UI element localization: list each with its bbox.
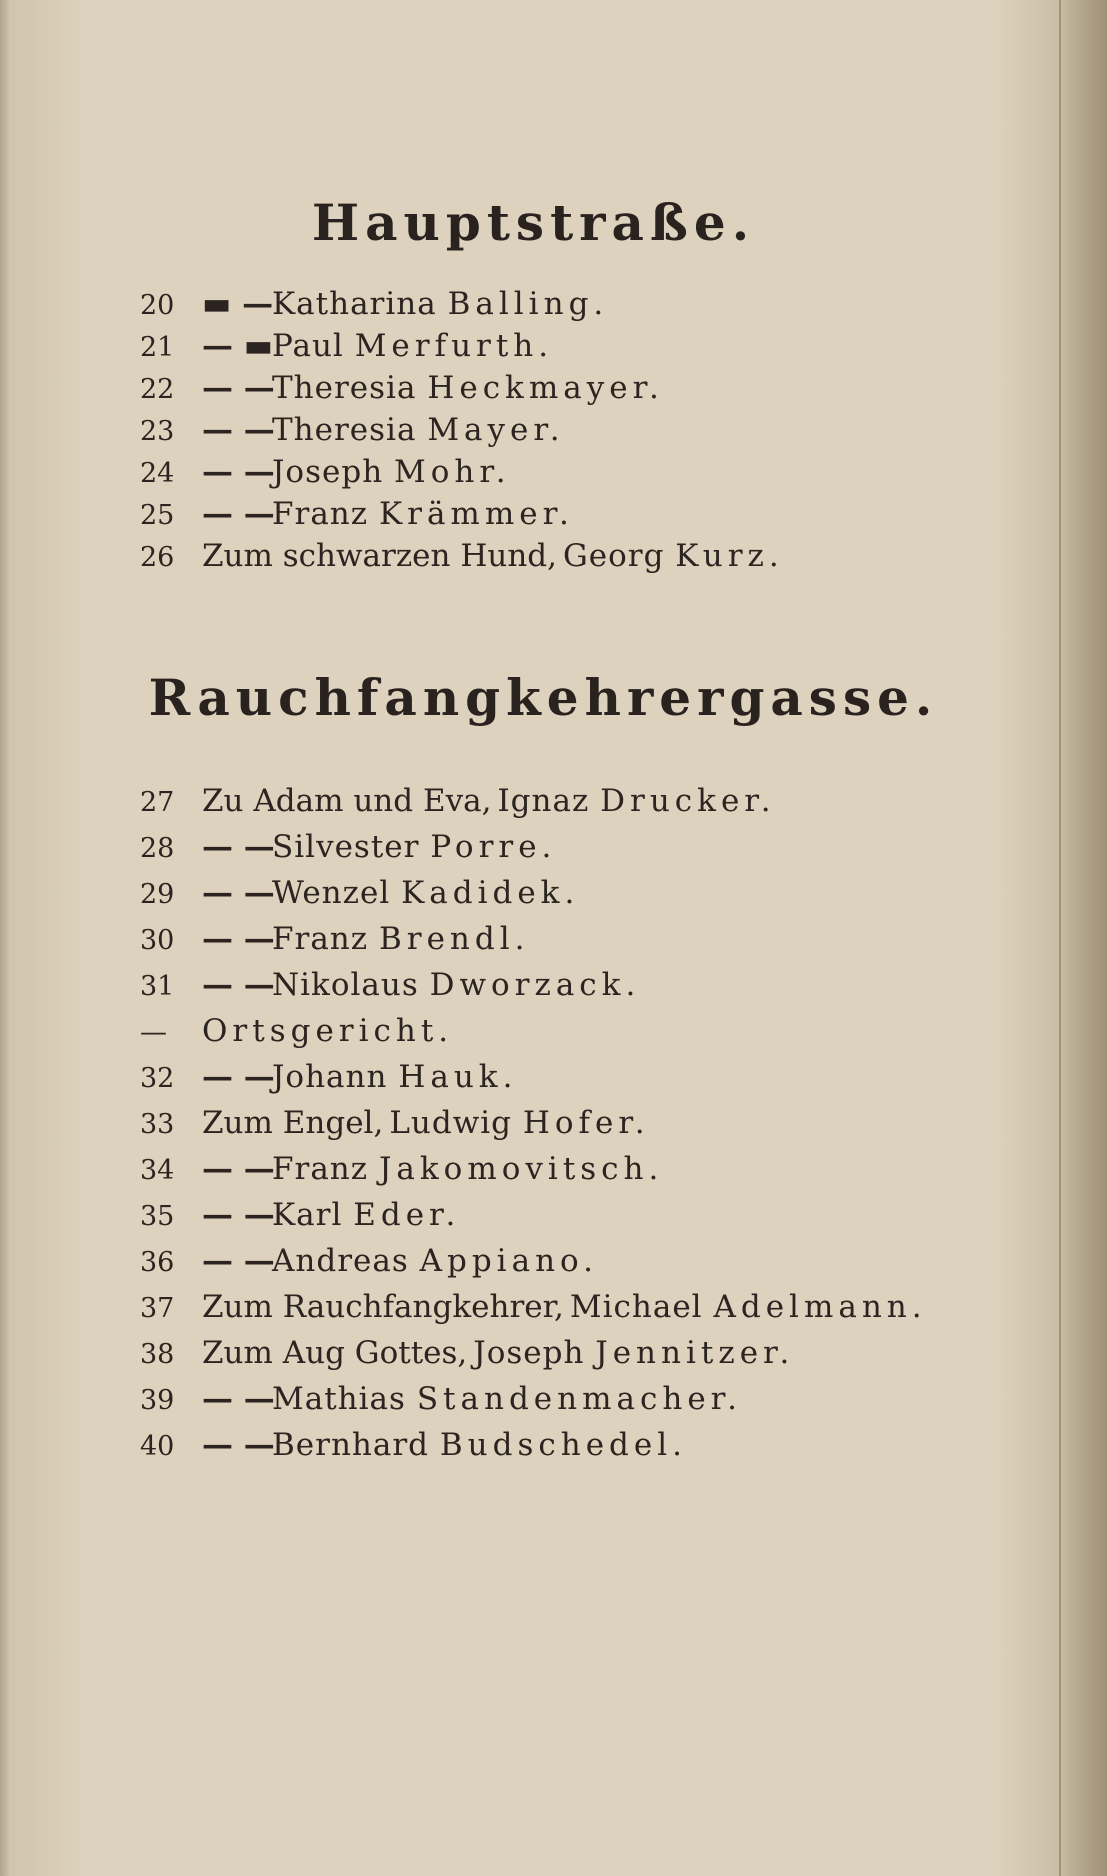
house-number: 32 (140, 1063, 175, 1094)
resident-surname: Jakomovitsch. (378, 1151, 664, 1187)
address-row (140, 962, 927, 1008)
house-number: 40 (140, 1431, 175, 1462)
address-row (140, 535, 784, 577)
ditto-mark: — — (202, 829, 275, 865)
resident-surname: Adelmann. (713, 1289, 927, 1325)
ditto-mark: — — (202, 1059, 275, 1095)
house-number: 28 (140, 833, 175, 864)
ditto-mark: — — (202, 496, 275, 532)
address-row (140, 1284, 927, 1330)
resident-given-name: Joseph (473, 1335, 596, 1371)
resident-given-name: Ignaz (497, 783, 601, 819)
house-number: 25 (140, 500, 175, 531)
house-sign: Zu Adam und Eva, (202, 783, 492, 819)
resident-given-name: Theresia (272, 370, 428, 406)
ditto-mark: ▬ — (202, 286, 274, 322)
address-row (140, 283, 784, 325)
house-sign: Zum Aug Gottes, (202, 1335, 468, 1371)
section-heading-hauptstrasse: Hauptstraße. (311, 193, 756, 252)
resident-given-name: Paul (272, 328, 355, 364)
house-sign: Zum Engel, (202, 1105, 384, 1141)
house-number: 31 (140, 971, 175, 1002)
address-row (140, 1422, 927, 1468)
resident-surname: Mohr. (394, 454, 511, 490)
house-number: 27 (140, 787, 175, 818)
address-row (140, 1054, 927, 1100)
house-number: — (140, 1017, 167, 1048)
ditto-mark: — — (202, 1197, 275, 1233)
address-row (140, 1008, 927, 1054)
address-row (140, 325, 784, 367)
address-row (140, 1376, 927, 1422)
resident-surname: Hofer. (522, 1105, 650, 1141)
resident-given-name: Katharina (272, 286, 448, 322)
address-row (140, 1238, 927, 1284)
section-heading-rauchfangkehrergasse: Rauchfangkehrergasse. (148, 668, 939, 727)
address-row (140, 1146, 927, 1192)
resident-given-name: Andreas (272, 1243, 420, 1279)
resident-given-name: Nikolaus (272, 967, 430, 1003)
address-row (140, 824, 927, 870)
address-row (140, 493, 784, 535)
address-row (140, 916, 927, 962)
resident-given-name: Michael (569, 1289, 714, 1325)
resident-given-name: Theresia (272, 412, 428, 448)
resident-given-name: Franz (272, 1151, 379, 1187)
resident-surname: Krämmer. (378, 496, 574, 532)
resident-given-name: Joseph (272, 454, 395, 490)
house-number: 38 (140, 1339, 175, 1370)
house-number: 21 (140, 332, 175, 363)
ditto-mark: — — (202, 921, 275, 957)
address-row (140, 1100, 927, 1146)
ditto-mark: — — (202, 1243, 275, 1279)
house-number: 37 (140, 1293, 175, 1324)
resident-surname: Eder. (353, 1197, 461, 1233)
resident-surname: Dworzack. (429, 967, 641, 1003)
resident-surname: Jennitzer. (595, 1335, 795, 1371)
resident-surname: Brendl. (378, 921, 530, 957)
resident-given-name: Franz (272, 921, 379, 957)
resident-given-name: Silvester (272, 829, 431, 865)
house-sign: Zum schwarzen Hund, (202, 538, 557, 574)
ditto-mark: — — (202, 370, 275, 406)
address-row (140, 778, 927, 824)
house-number: 29 (140, 879, 175, 910)
resident-surname: Standenmacher. (416, 1381, 742, 1417)
resident-given-name: Ludwig (389, 1105, 523, 1141)
address-row (140, 1192, 927, 1238)
resident-surname: Balling. (447, 286, 609, 322)
resident-surname: Budschedel. (439, 1427, 688, 1463)
address-row (140, 870, 927, 916)
house-number: 34 (140, 1155, 175, 1186)
resident-surname: Appiano. (419, 1243, 599, 1279)
page-right-shadow (1059, 0, 1107, 1876)
house-sign: Zum Rauchfangkehrer, (202, 1289, 564, 1325)
resident-surname: Merfurth. (354, 328, 554, 364)
resident-given-name: Mathias (272, 1381, 417, 1417)
ditto-mark: — — (202, 1381, 275, 1417)
house-number: 35 (140, 1201, 175, 1232)
ditto-mark: — — (202, 412, 275, 448)
resident-surname: Mayer. (427, 412, 565, 448)
address-row (140, 1330, 927, 1376)
house-number: 20 (140, 290, 175, 321)
house-number: 30 (140, 925, 175, 956)
house-number: 22 (140, 374, 175, 405)
page-fold-line (1059, 0, 1061, 1876)
house-number: 36 (140, 1247, 175, 1278)
resident-given-name: Bernhard (272, 1427, 440, 1463)
ditto-mark: — ▬ (202, 328, 274, 364)
resident-given-name: Wenzel (272, 875, 402, 911)
resident-surname: Kadidek. (401, 875, 580, 911)
resident-surname: Heckmayer. (427, 370, 664, 406)
house-number: 23 (140, 416, 175, 447)
resident-given-name: Johann (272, 1059, 399, 1095)
ditto-mark: — — (202, 875, 275, 911)
resident-surname: Drucker. (600, 783, 776, 819)
page-left-shadow (0, 0, 10, 1876)
resident-surname: Porre. (430, 829, 557, 865)
resident-surname: Ortsgericht. (202, 1013, 454, 1049)
resident-given-name: Georg (563, 538, 676, 574)
resident-given-name: Karl (272, 1197, 354, 1233)
house-number: 33 (140, 1109, 175, 1140)
address-list-rauchfangkehrergasse (140, 778, 927, 1468)
address-row (140, 451, 784, 493)
house-number: 24 (140, 458, 175, 489)
resident-surname: Kurz. (675, 538, 784, 574)
resident-surname: Hauk. (398, 1059, 518, 1095)
address-list-hauptstrasse (140, 283, 784, 577)
ditto-mark: — — (202, 454, 275, 490)
house-number: 26 (140, 542, 175, 573)
ditto-mark: — — (202, 1151, 275, 1187)
address-row (140, 409, 784, 451)
ditto-mark: — — (202, 1427, 275, 1463)
house-number: 39 (140, 1385, 175, 1416)
resident-given-name: Franz (272, 496, 379, 532)
address-row (140, 367, 784, 409)
ditto-mark: — — (202, 967, 275, 1003)
